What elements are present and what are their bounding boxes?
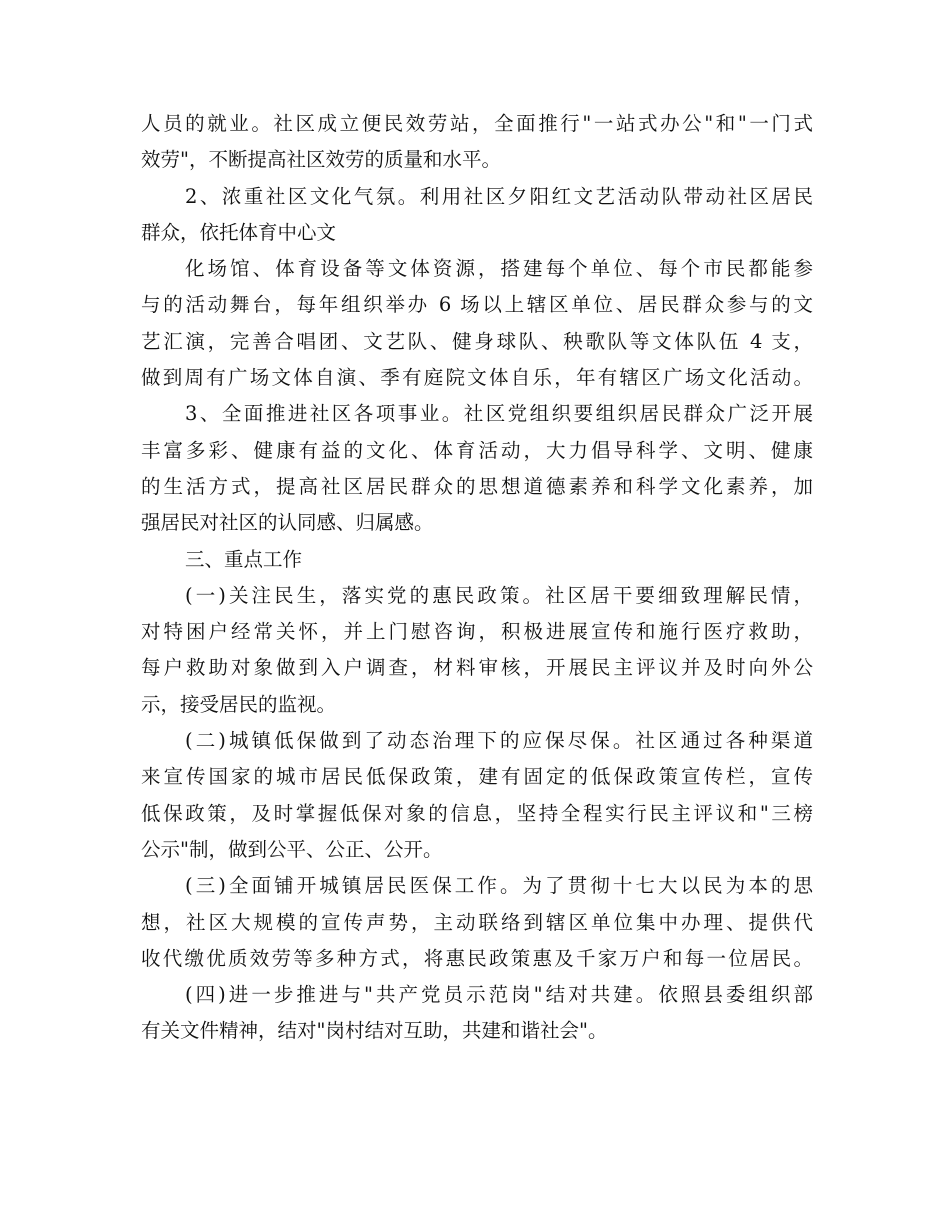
paragraph-start-line: 2、浓重社区文化气氛。利用社区夕阳红文艺活动队带动社区居民 (185, 184, 813, 208)
text-line: 对特困户经常关怀，并上门慰咨询，积极进展宣传和施行医疗救助， (141, 620, 813, 644)
text-line: 人员的就业。社区成立便民效劳站，全面推行"一站式办公"和"一门式 (141, 112, 813, 135)
text-line: 的生活方式，提高社区居民群众的思想道德素养和科学文化素养，加 (141, 474, 813, 498)
text-line: 效劳"，不断提高社区效劳的质量和水平。 (141, 148, 501, 172)
text-line: 公示"制，做到公平、公正、公开。 (141, 837, 443, 861)
paragraph-start-line: 3、全面推进社区各项事业。社区党组织要组织居民群众广泛开展 (185, 402, 813, 426)
text-line: 想，社区大规模的宣传声势，主动联络到辖区单位集中办理、提供代 (141, 910, 813, 934)
text-line: 来宣传国家的城市居民低保政策，建有固定的低保政策宣传栏，宣传 (141, 765, 813, 789)
text-line: 低保政策，及时掌握低保对象的信息，坚持全程实行民主评议和"三榜 (141, 801, 813, 825)
text-line: 示，接受居民的监视。 (141, 692, 337, 716)
text-line: 艺汇演，完善合唱团、文艺队、健身球队、秧歌队等文体队伍 4 支， (141, 329, 813, 353)
text-line: 有关文件精神，结对"岗村结对互助，共建和谐社会"。 (141, 1019, 608, 1043)
paragraph-start-line: 化场馆、体育设备等文体资源，搭建每个单位、每个市民都能参 (185, 257, 813, 281)
text-line: 收代缴优质效劳等多种方式，将惠民政策惠及千家万户和每一位居民。 (141, 946, 813, 970)
text-line: 群众，依托体育中心文 (141, 220, 337, 244)
text-line: 做到周有广场文体自演、季有庭院文体自乐，年有辖区广场文化活动。 (141, 366, 813, 390)
body-text (141, 106, 813, 1050)
text-line: 强居民对社区的认同感、归属感。 (141, 511, 434, 535)
section-heading: 三、重点工作 (185, 547, 303, 571)
paragraph-start-line: (一)关注民生，落实党的惠民政策。社区居干要细致理解民情， (185, 583, 813, 607)
paragraph-start-line: (四)进一步推进与"共产党员示范岗"结对共建。依照县委组织部 (185, 983, 813, 1007)
paragraph-start-line: (二)城镇低保做到了动态治理下的应保尽保。社区通过各种渠道 (185, 729, 813, 753)
text-line: 每户救助对象做到入户调查，材料审核，开展民主评议并及时向外公 (141, 656, 813, 680)
text-line: 与的活动舞台，每年组织举办 6 场以上辖区单位、居民群众参与的文 (141, 293, 813, 317)
text-line: 丰富多彩、健康有益的文化、体育活动，大力倡导科学、文明、健康 (141, 438, 813, 462)
paragraph-start-line: (三)全面铺开城镇居民医保工作。为了贯彻十七大以民为本的思 (185, 874, 813, 898)
